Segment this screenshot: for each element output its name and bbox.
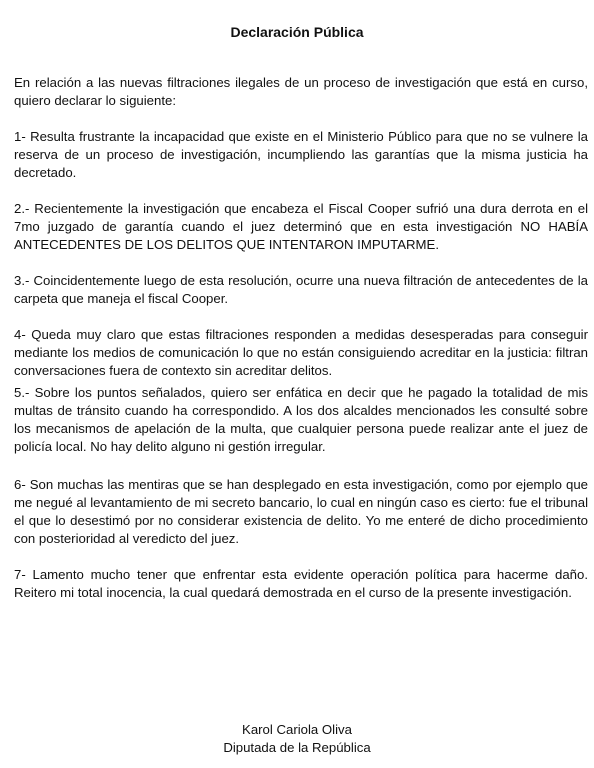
- paragraph-3: 3.- Coincidentemente luego de esta resolución, ocurre una nueva filtración de antecedentes de la carpeta que maneja el fiscal Cooper.: [14, 273, 588, 306]
- paragraph-1: 1- Resulta frustrante la incapacidad que existe en el Ministerio Público para que no se vulnere la reserva de un proceso de investigación, incumpliendo las garantías que la misma justicia ha decretado.: [14, 129, 588, 180]
- signature-block: [0, 721, 594, 757]
- signature-role: Diputada de la República: [223, 740, 371, 755]
- intro-paragraph: En relación a las nuevas filtraciones ilegales de un proceso de investigación que está en curso, quiero declarar lo siguiente:: [14, 75, 588, 108]
- paragraph-7: 7- Lamento mucho tener que enfrentar esta evidente operación política para hacerme daño. Reitero mi total inocencia, la cual quedará demostrada en el curso de la presente investigación.: [14, 567, 588, 600]
- paragraph-4: 4- Queda muy claro que estas filtraciones responden a medidas desesperadas para conseguir mediante los medios de comunicación lo que no están consiguiendo acreditar en la justicia: filtran conversaciones fuera de contexto sin acreditar delitos.: [14, 327, 588, 378]
- signature-name: Karol Cariola Oliva: [242, 722, 352, 737]
- document-title: Declaración Pública: [230, 24, 364, 40]
- paragraph-6: 6- Son muchas las mentiras que se han desplegado en esta investigación, como por ejemplo que me negué al levantamiento de mi secreto bancario, lo cual en ningún caso es cierto: fue el tribunal el que lo desestimó por no considerar existencia de delito. Yo me enteré de dicho procedimiento con posterioridad al veredicto del juez.: [14, 477, 588, 546]
- paragraph-2: 2.- Recientemente la investigación que encabeza el Fiscal Cooper sufrió una dura derrota en el 7mo juzgado de garantía cuando el juez determinó que en esta investigación NO HABÍA ANTECEDENTES DE LOS DELITOS QUE INTENTARON IMPUTARME.: [14, 201, 588, 252]
- paragraph-5: 5.- Sobre los puntos señalados, quiero ser enfática en decir que he pagado la totalidad de mis multas de tránsito cuando ha correspondido. A los dos alcaldes mencionados les consulté sobre los mecanismos de apelación de la multa, que cualquier persona puede realizar ante el juez de policía local. No hay delito alguno ni gestión irregular.: [14, 385, 588, 454]
